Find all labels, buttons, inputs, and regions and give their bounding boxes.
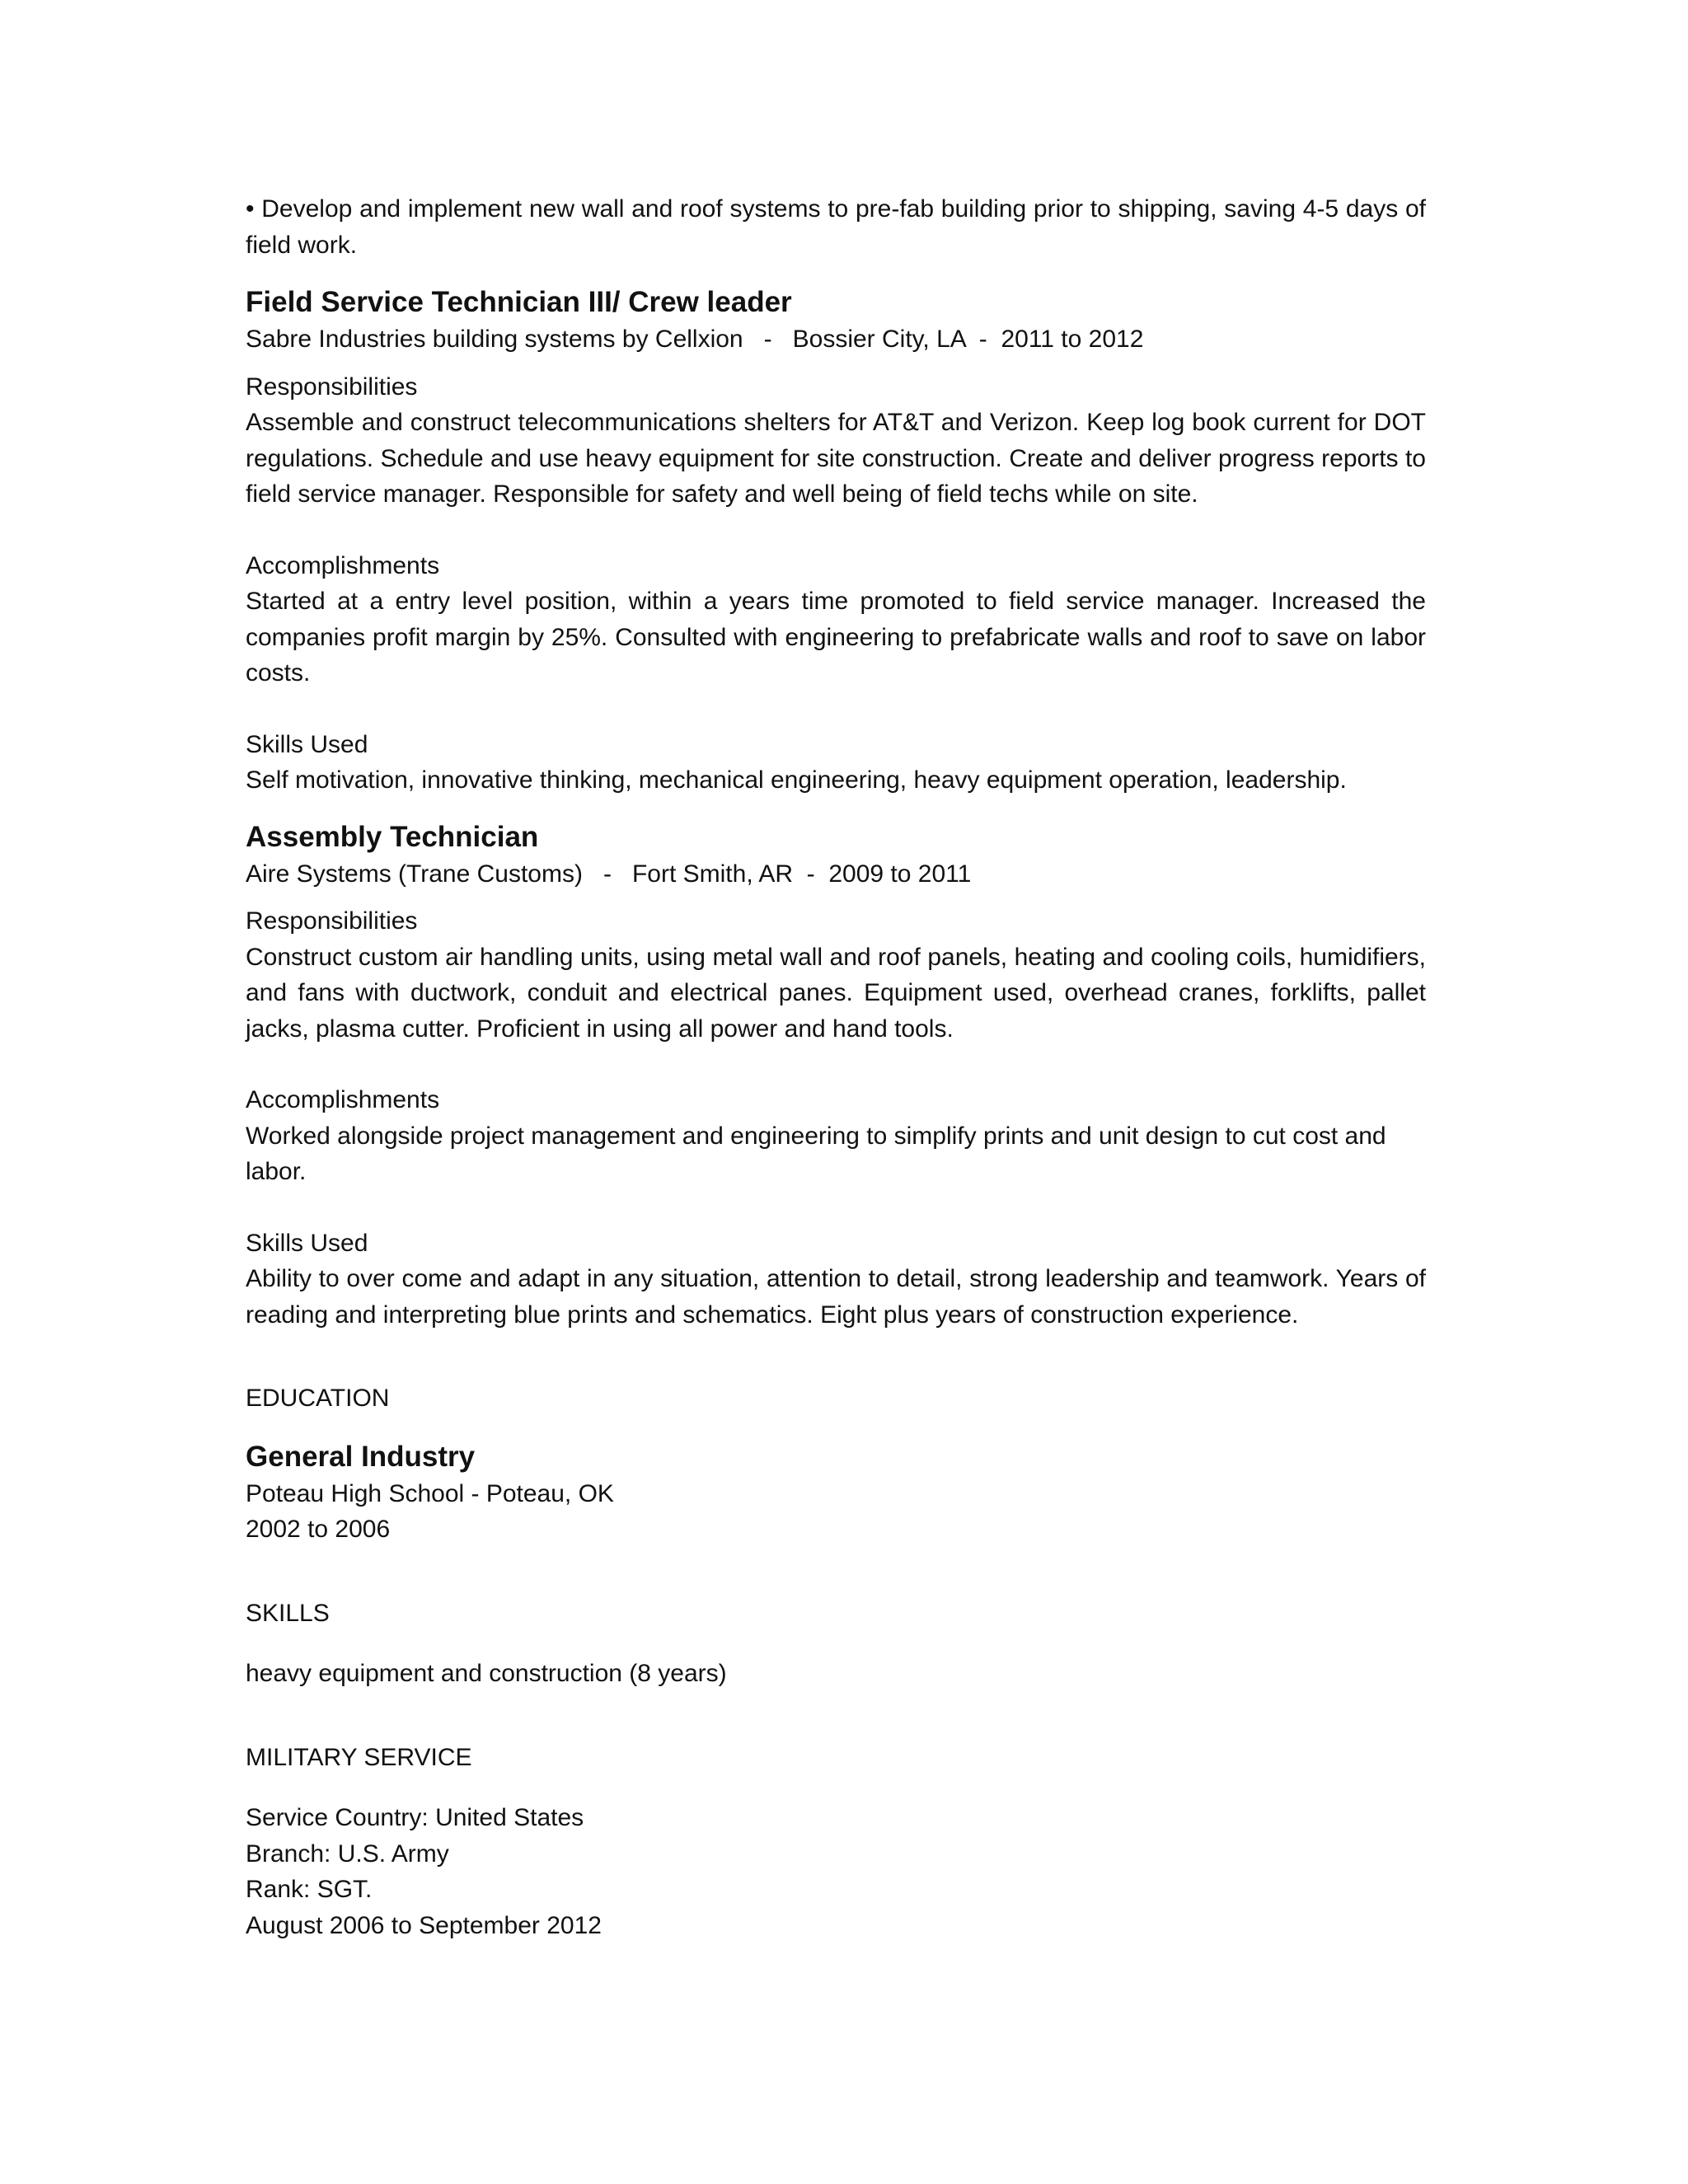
skills-text: heavy equipment and construction (8 years) <box>246 1660 727 1687</box>
education-school: Poteau High School - Poteau, OK <box>246 1479 614 1507</box>
job-title: Field Service Technician III/ Crew leader <box>246 286 792 318</box>
skills-used-label: Skills Used <box>246 1229 368 1257</box>
accomplishments-text: Started at a entry level position, within a years time promoted to field service manager. Increased the companies profit margin by 25%. Consulted with engineering to prefabricate walls and roof to save on labor costs. <box>246 588 1426 687</box>
responsibilities-text: Construct custom air handling units, using metal wall and roof panels, heating and cooling coils, humidifiers, and fans with ductwork, conduit and electrical panes. Equipment used, overhead cranes, forklifts, pallet jacks, plasma cutter. Proficient in using all power and hand tools. <box>246 943 1426 1043</box>
skills-heading: SKILLS <box>246 1599 330 1627</box>
education-section <box>246 1380 1426 1548</box>
accomplishments-label: Accomplishments <box>246 551 440 579</box>
resume-page <box>246 191 1426 1943</box>
military-branch: Branch: U.S. Army <box>246 1840 449 1868</box>
skills-used-text: Ability to over come and adapt in any situation, attention to detail, strong leadership and teamwork. Years of reading and interpreting blue prints and schematics. Eight plus years of construction experience. <box>246 1265 1426 1329</box>
accomplishments-label: Accomplishments <box>246 1086 440 1113</box>
intro-bullet: • Develop and implement new wall and roof systems to pre-fab building prior to shipping, saving 4-5 days of field work. <box>246 195 1426 259</box>
skills-used-text: Self motivation, innovative thinking, mechanical engineering, heavy equipment operation, leadership. <box>246 766 1347 794</box>
education-title: General Industry <box>246 1440 476 1473</box>
education-dates: 2002 to 2006 <box>246 1516 391 1543</box>
job-entry <box>246 284 1426 799</box>
responsibilities-text: Assemble and construct telecommunications shelters for AT&T and Verizon. Keep log book current for DOT regulations. Schedule and use heavy equipment for site construction. Create and deliver progress reports to field service manager. Responsible for safety and well being of field techs while on site. <box>246 409 1426 508</box>
education-heading: EDUCATION <box>246 1385 390 1412</box>
military-heading: MILITARY SERVICE <box>246 1743 472 1771</box>
job-meta: Sabre Industries building systems by Cellxion - Bossier City, LA - 2011 to 2012 <box>246 326 1144 353</box>
military-section <box>246 1740 1426 1944</box>
responsibilities-label: Responsibilities <box>246 907 418 935</box>
job-meta: Aire Systems (Trane Customs) - Fort Smith, AR - 2009 to 2011 <box>246 860 972 888</box>
job-title: Assembly Technician <box>246 820 539 853</box>
skills-section <box>246 1596 1426 1692</box>
accomplishments-text: Worked alongside project management and engineering to simplify prints and unit design to cut cost and labor. <box>246 1122 1386 1185</box>
responsibilities-label: Responsibilities <box>246 373 418 401</box>
skills-used-label: Skills Used <box>246 730 368 758</box>
military-dates: August 2006 to September 2012 <box>246 1911 602 1939</box>
job-entry <box>246 818 1426 1333</box>
military-country: Service Country: United States <box>246 1804 584 1831</box>
military-rank: Rank: SGT. <box>246 1876 373 1903</box>
